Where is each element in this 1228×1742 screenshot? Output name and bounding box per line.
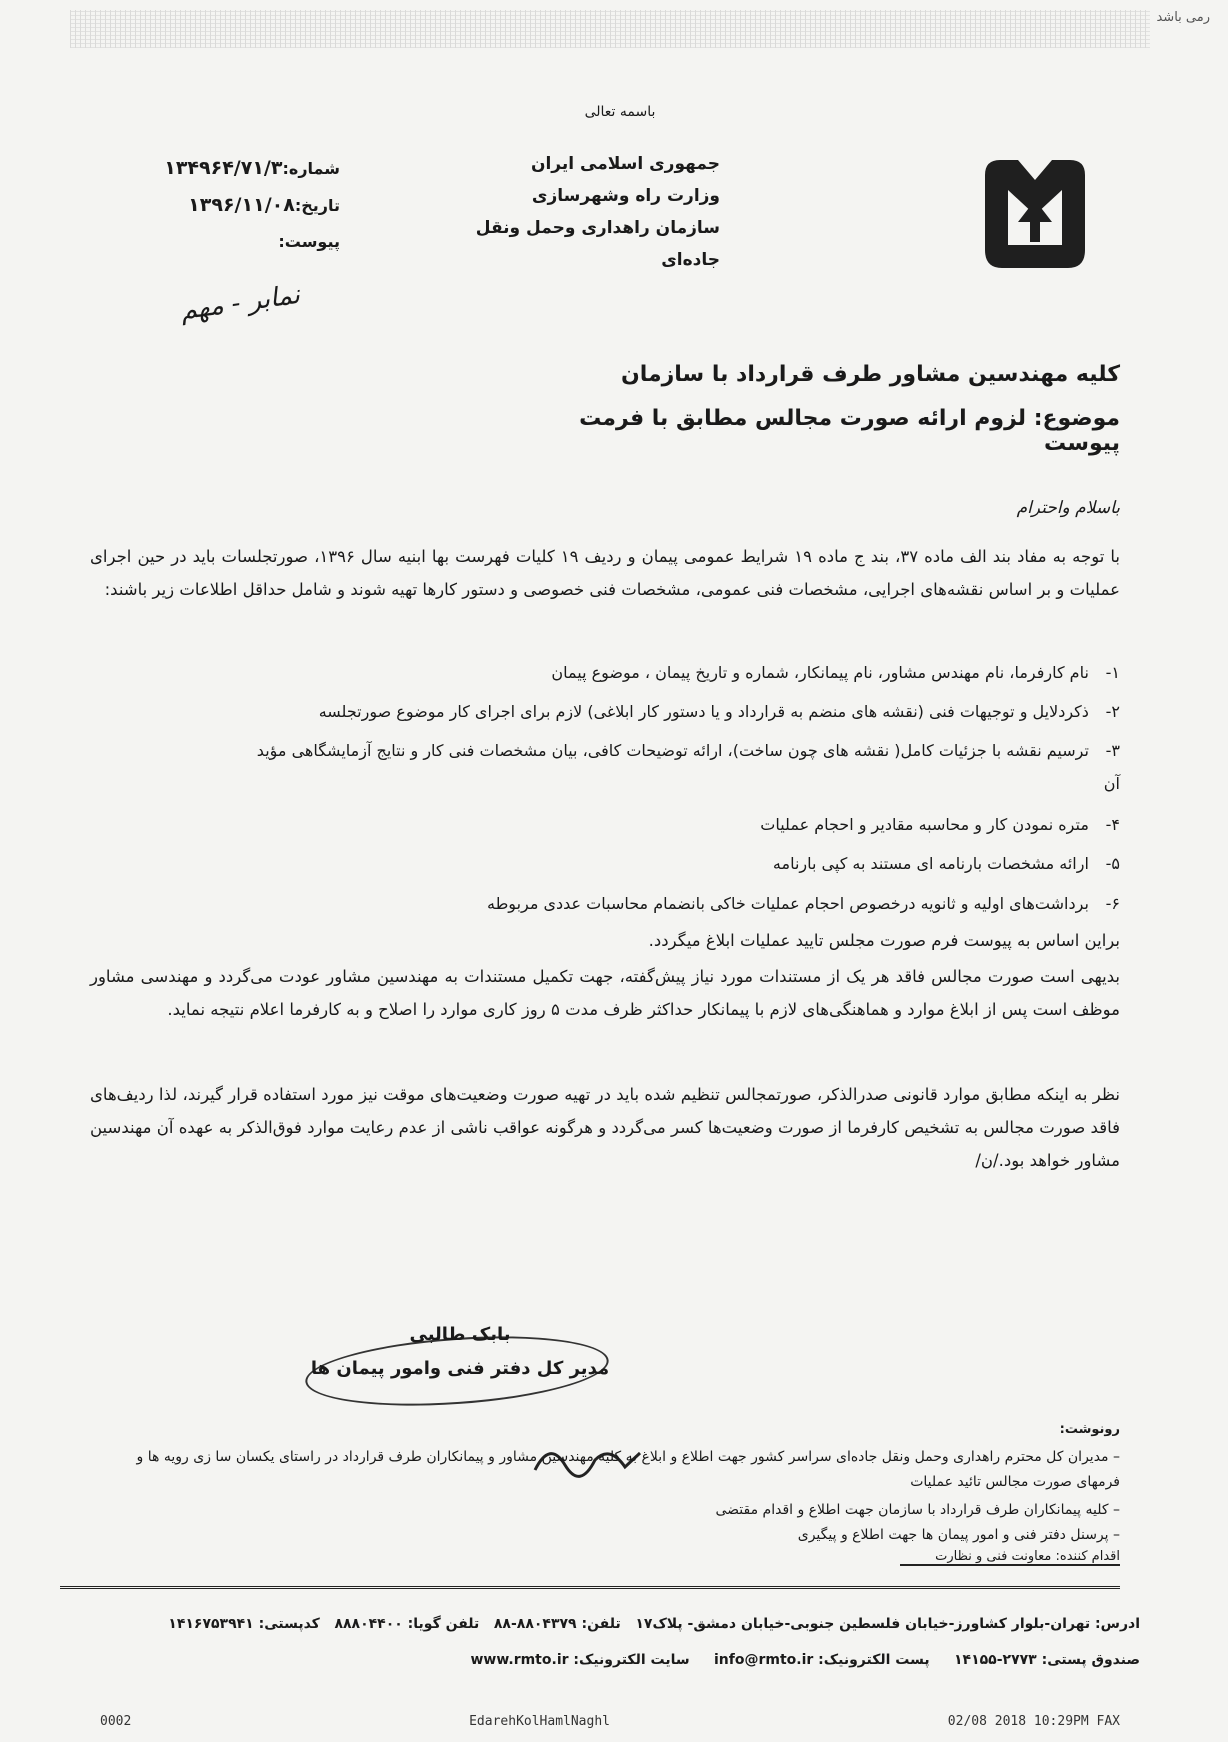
fax-header-line: [100, 1714, 1120, 1729]
item-text: ترسیم نقشه با جزئیات کامل( نقشه های چون ساخت)، ارائه توضیحات کافی، بیان مشخصات فنی کار و نتایج آزمایشگاهی مؤید آن: [256, 741, 1120, 793]
item-number: ۶-: [1105, 894, 1120, 913]
scan-noise-band: [70, 10, 1150, 48]
item-text: ذکردلایل و توجیهات فنی (نقشه های منضم به قرارداد و یا دستور کار ابلاغی) لازم برای اجرای کار موضوع صورتجلسه: [318, 702, 1089, 721]
list-item: [250, 887, 1120, 920]
org-line: وزارت راه وشهرسازی: [531, 186, 720, 206]
fax-page-number: 0002: [100, 1714, 132, 1729]
footer-phone-voice: تلفن گویا: ۸۸۸۰۴۴۰۰: [334, 1616, 480, 1632]
letter-number: [130, 150, 340, 187]
organization-header: [440, 148, 720, 276]
footer-website: سایت الکترونیک: www.rmto.ir: [470, 1652, 690, 1668]
footer-po-box: صندوق پستی: ۲۷۷۳-۱۴۱۵۵: [953, 1652, 1140, 1668]
date-label: تاریخ:: [294, 196, 340, 215]
handwritten-note: نمابر - مهم: [178, 279, 302, 327]
footer-rule: [60, 1586, 1120, 1589]
item-text: برداشت‌های اولیه و ثانویه درخصوص احجام عملیات خاکی بانضمام محاسبات عددی مربوطه: [486, 894, 1089, 913]
letter-attachment: [130, 224, 340, 260]
footer-contact-line-1: [150, 1612, 1140, 1636]
corner-note: رمی باشد: [1156, 10, 1210, 25]
footer-contact-line-2: [150, 1648, 1140, 1672]
letter-date: [130, 187, 340, 224]
item-text: متره نمودن کار و محاسبه مقادیر و احجام عملیات: [760, 815, 1089, 834]
date-value: ۱۳۹۶/۱۱/۰۸: [188, 194, 295, 216]
list-item: [250, 734, 1120, 800]
list-item: [250, 847, 1120, 880]
org-line: سازمان راهداری وحمل ونقل جاده‌ای: [475, 218, 720, 270]
cc-title: رونوشت:: [1059, 1422, 1120, 1437]
recipient: کلیه مهندسین مشاور طرف قرارداد با سازمان: [620, 362, 1120, 387]
org-line: جمهوری اسلامی ایران: [530, 154, 720, 174]
list-item: [250, 695, 1120, 728]
signatory-title: مدیر کل دفتر فنی وامور پیمان ها: [310, 1358, 610, 1379]
item-number: ۱-: [1105, 663, 1120, 682]
fax-sender: EdarehKolHamlNaghl: [469, 1714, 610, 1729]
item-number: ۴-: [1105, 815, 1120, 834]
item-text: ارائه مشخصات بارنامه ای مستند به کپی بارنامه: [772, 854, 1089, 873]
letter-meta: [130, 150, 340, 260]
paragraph-2: بدیهی است صورت مجالس فاقد هر یک از مستندات مورد نیاز پیش‌گفته، جهت تکمیل مستندات به مهندسین مشاور عودت می‌گردد و مهندسی مشاور موظف است پس از ابلاغ موارد و هماهنگی‌های لازم با پیمانکار حداکثر ظرف مدت ۵ روز کاری موارد را اصلاح و به کارفرما اعلام نتیجه نماید.: [90, 967, 1120, 1019]
subject: موضوع: لزوم ارائه صورت مجالس مطابق با فرمت پیوست: [579, 406, 1120, 456]
item-number: ۵-: [1105, 854, 1120, 873]
paragraph-3: نظر به اینکه مطابق موارد قانونی صدرالذکر، صورتمجالس تنظیم شده باید در تهیه صورت وضعیت‌های موقت نیز مورد استفاده قرار گیرند، لذا ردیف‌های فاقد صورت مجالس به تشخیص کارفرما از صورت وضعیت‌ها کسر می‌گردد و هرگونه عواقب ناشی از عدم رعایت موارد فوق‌الذکر به عهده آن مهندسین مشاور خواهد بود./ن/: [90, 1085, 1120, 1170]
signatory-name: بابک طالبی: [409, 1324, 511, 1345]
list-item: [250, 656, 1120, 689]
footer-email: پست الکترونیک: info@rmto.ir: [713, 1652, 930, 1668]
footer-address: ادرس: تهران-بلوار کشاورز-خیابان فلسطین جنوبی-خیابان دمشق- پلاک۱۷: [635, 1616, 1140, 1632]
list-item: [250, 808, 1120, 841]
item-number: ۲-: [1105, 702, 1120, 721]
footer-postal-code: کدپستی: ۱۴۱۶۷۵۳۹۴۱: [168, 1616, 320, 1632]
action-by: اقدام کننده: معاونت فنی و نظارت: [900, 1549, 1120, 1566]
greeting: باسلام واحترام: [1016, 498, 1120, 518]
item-text: نام کارفرما، نام مهندس مشاور، نام پیمانکار، شماره و تاریخ پیمان ، موضوع پیمان: [551, 663, 1089, 682]
fax-timestamp: 02/08 2018 10:29PM FAX: [947, 1714, 1120, 1729]
basmala: باسمه تعالی: [584, 104, 656, 120]
intro-paragraph: با توجه به مفاد بند الف ماده ۳۷، بند ج ماده ۱۹ شرایط عمومی پیمان و ردیف ۱۹ کلیات فهرست بها ابنیه سال ۱۳۹۶، صورتجلسات باید در حین اجرای عملیات و بر اساس نقشه‌های اجرایی، مشخصات فنی عمومی، مشخصات فنی خصوصی و دستور کارها تهیه شوند و شامل حداقل اطلاعات زیر باشند:: [90, 547, 1121, 599]
cc-item: – پرسنل دفتر فنی و امور پیمان ها جهت اطلاع و پیگیری: [797, 1527, 1120, 1543]
cc-item: – مدیران کل محترم راهداری وحمل ونقل جاده‌ای سراسر کشور جهت اطلاع و ابلاغ به کلیه مهندسین مشاور و پیمانکاران طرف قرارداد در راستای یکسان سا زی رویه ها و فرمهای صورت مجالس تائید عملیات: [136, 1449, 1120, 1490]
cc-item: – کلیه پیمانکاران طرف قرارداد با سازمان جهت اطلاع و اقدام مقتضی: [715, 1502, 1120, 1518]
signature-block: [300, 1318, 620, 1386]
footer-phone: تلفن: ۸۸۰۴۳۷۹-۸۸: [493, 1616, 621, 1632]
item-number: ۳-: [1105, 741, 1120, 760]
after-items: براین اساس به پیوست فرم صورت مجلس تایید عملیات ابلاغ میگردد.: [648, 931, 1120, 950]
number-value: ۱۳۴۹۶۴/۷۱/۳: [164, 157, 283, 179]
number-label: شماره:: [282, 159, 340, 178]
attachment-label: پیوست:: [278, 232, 340, 251]
rmto-logo-icon: [970, 150, 1100, 280]
